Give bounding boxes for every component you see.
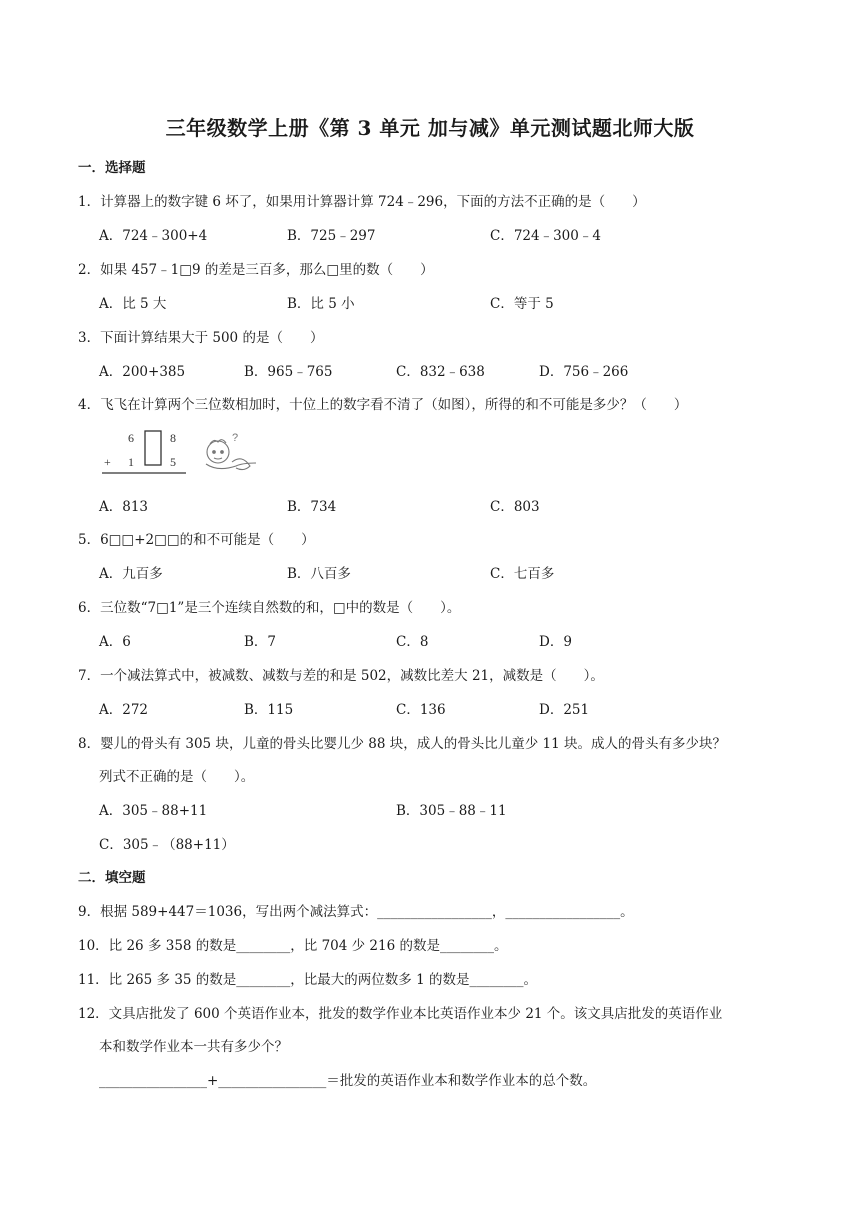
- figure-bottom-hundreds: 1: [128, 455, 134, 469]
- section-heading-choice: 一．选择题: [78, 160, 146, 176]
- question-8-line-1: 8．婴儿的骨头有 305 块，儿童的骨头比婴儿少 88 块，成人的骨头比儿童少 11 块。成人的骨头有多少块？: [78, 736, 726, 752]
- q8-option-c: C．305﹣（88+11）: [99, 837, 235, 853]
- q3-option-c: C．832﹣638: [396, 364, 485, 380]
- q7-option-d: D．251: [539, 702, 590, 718]
- q7-option-b: B．115: [244, 702, 294, 718]
- question-12-line-1: 12．文具店批发了 600 个英语作业本，批发的数学作业本比英语作业本少 21 个。该文具店批发的英语作业: [78, 1006, 723, 1022]
- q8-option-b: B．305﹣88﹣11: [396, 803, 507, 819]
- q5-option-b: B．八百多: [287, 566, 351, 582]
- confused-child-icon: [206, 440, 256, 470]
- question-9: 9．根据 589+447＝1036，写出两个减法算式：_________________，_________________。: [78, 904, 634, 920]
- q6-option-c: C．8: [396, 634, 429, 650]
- q7-option-a: A．272: [99, 702, 149, 718]
- q1-option-c: C．724﹣300﹣4: [490, 228, 601, 244]
- q6-option-a: A．6: [99, 634, 131, 650]
- q4-option-c: C．803: [490, 499, 540, 515]
- q3-option-a: A．200+385: [99, 364, 186, 380]
- q2-option-c: C．等于 5: [490, 296, 554, 312]
- question-3: 3．下面计算结果大于 500 的是（ ）: [78, 330, 324, 346]
- question-6: 6．三位数“7□1”是三个连续自然数的和，□中的数是（ ）。: [78, 600, 461, 616]
- question-7: 7．一个减法算式中，被减数、减数与差的和是 502，减数比差大 21，减数是（ ）。: [78, 668, 604, 684]
- question-4: 4．飞飞在计算两个三位数相加时，十位上的数字看不清了（如图），所得的和不可能是多少？（ ）: [78, 397, 688, 413]
- q6-option-b: B．7: [244, 634, 277, 650]
- q7-option-c: C．136: [396, 702, 446, 718]
- q6-option-d: D．9: [539, 634, 572, 650]
- q5-option-a: A．九百多: [99, 566, 163, 582]
- q2-option-b: B．比 5 小: [287, 296, 355, 312]
- q1-option-a: A．724﹣300+4: [99, 228, 208, 244]
- figure-bottom-ones: 5: [170, 455, 176, 469]
- question-12-line-2: 本和数学作业本一共有多少个？: [99, 1039, 288, 1055]
- figure-plus: +: [104, 455, 111, 469]
- question-2: 2．如果 457﹣1□9 的差是三百多，那么□里的数（ ）: [78, 262, 434, 278]
- q2-option-a: A．比 5 大: [99, 296, 167, 312]
- q3-option-b: B．965﹣765: [244, 364, 333, 380]
- question-mark-icon: ?: [232, 432, 239, 444]
- blurred-tens-box: [145, 431, 161, 465]
- q1-option-b: B．725﹣297: [287, 228, 376, 244]
- page-title: 三年级数学上册《第 3 单元 加与减》单元测试题北师大版: [165, 116, 695, 140]
- question-10: 10．比 26 多 358 的数是________，比 704 少 216 的数是________。: [78, 938, 508, 954]
- section-heading-fill: 二．填空题: [78, 870, 146, 886]
- q4-option-a: A．813: [99, 499, 149, 515]
- q5-option-c: C．七百多: [490, 566, 555, 582]
- addition-figure: [100, 428, 270, 482]
- question-5: 5．6□□+2□□的和不可能是（ ）: [78, 532, 315, 548]
- q4-option-b: B．734: [287, 499, 337, 515]
- question-8-line-2: 列式不正确的是（ ）。: [99, 769, 255, 785]
- question-11: 11．比 265 多 35 的数是________，比最大的两位数多 1 的数是________。: [78, 972, 537, 988]
- figure-top-hundreds: 6: [128, 431, 134, 445]
- question-1: 1．计算器上的数字键 6 坏了，如果用计算器计算 724﹣296，下面的方法不正确的是（ ）: [78, 194, 646, 210]
- q3-option-d: D．756﹣266: [539, 364, 629, 380]
- q8-option-a: A．305﹣88+11: [99, 803, 208, 819]
- figure-top-ones: 8: [170, 431, 176, 445]
- question-12-line-3: ________________+________________＝批发的英语作业本和数学作业本的总个数。: [99, 1073, 597, 1089]
